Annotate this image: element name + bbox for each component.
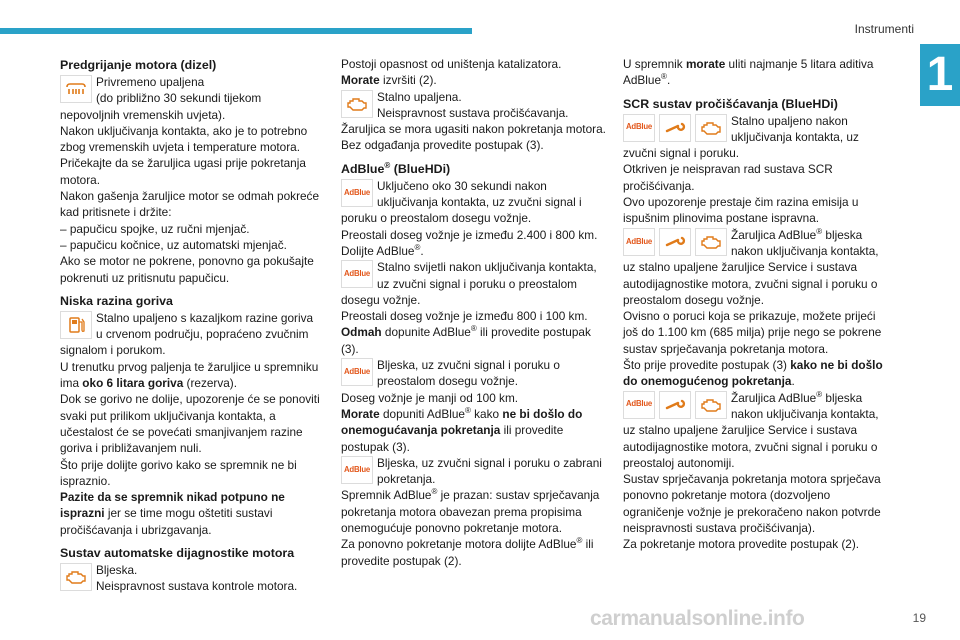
fuel-pump-icon [60,311,92,339]
scr-icon-group-2 [623,228,727,256]
chapter-tab: 1 [920,44,960,106]
adblue-icon: AdBlue [341,260,373,288]
engine-icon [60,563,92,591]
low-fuel-icon-text: Stalno upaljeno s kazaljkom razine goriva u crvenom području, popraćeno zvučnim signalom i porukom. [60,310,314,358]
heading-engine-diagnostics: Sustav automatske dijagnostike motora [60,546,295,561]
adblue-text-k: Spremnik AdBlue® je prazan: sustav sprječavanja pokretanja motora obavezan prema propisima onemogućuje ponovno pokretanje motora. [341,487,600,536]
scr-text-e: Što prije provedite postupak (3) kako ne bi došlo do onemogućenog pokretanja. [623,358,883,389]
refill-text: U spremnik morate uliti najmanje 5 litara aditiva AdBlue®. [623,57,874,88]
preheat-text-a: nepovoljnih vremenskih uvjeta). [60,107,226,122]
adblue-text-2: Stalno svijetli nakon uključivanja kontakta, uz zvučni signal i poruku o preostalom dosegu vožnje. [341,260,597,307]
adblue-text-1: Uključeno oko 30 sekundi nakon uključivanja kontakta, uz zvučni signal i poruku o preostalom dosegu vožnje. [341,178,582,226]
scr-text-c: Ovo upozorenje prestaje čim razina emisija u ispušnim plinovima postane ispravna. [623,195,859,226]
column-2 [341,56,607,569]
adblue-icon: AdBlue [341,179,373,207]
low-fuel-text-d: Pazite da se spremnik nikad potpuno ne isprazni jer se time mogu oštetiti sustavi pročišćavanja i ubrizgavanja. [60,490,285,537]
cat-text-a: Postoji opasnost od uništenja katalizatora. [341,57,562,71]
low-fuel-text-c: Što prije dolijte gorivo kako se spremnik ne bi ispraznio. [60,457,297,488]
adblue-icon: AdBlue [623,228,655,256]
watermark: carmanualsonline.info [590,607,805,630]
preheat-line-2: (do približno 30 sekundi tijekom [96,91,262,106]
engine-icon [341,90,373,118]
emission-text-c: Žaruljica se mora ugasiti nakon pokretanja motora. [341,122,606,137]
adblue-icon: AdBlue [341,456,373,484]
adblue-text-3: Bljeska, uz zvučni signal i poruku o preostalom dosegu vožnje. [377,358,560,389]
scr-text-d: Ovisno o poruci koja se prikazuje, možete prijeći još do 1.100 km (685 milja) prije nego se pokrene sustav sprječavanja pokretanja motora. [623,309,882,356]
heading-adblue: AdBlue® (BlueHDi) [341,160,451,176]
cat-text-b: Morate izvršiti (2). [341,73,437,88]
glow-plug-icon [60,75,92,103]
preheat-line-1: Privremeno upaljena [96,75,205,89]
emission-line-2: Neispravnost sustava pročišćavanja. [377,105,569,120]
adblue-text-4: Bljeska, uz zvučni signal i poruku o zabrani pokretanja. [377,455,602,487]
scr-text-2: Žaruljica AdBlue® bljeska nakon uključivanja kontakta, uz stalno upaljene žaruljice Service i sustava autodijagnostike motora, zvučni signal i poruku o preostalom dosegu vožnje. [623,226,879,307]
emission-line-1: Stalno upaljena. [377,89,462,104]
column-3 [623,56,885,553]
header-accent-bar [0,28,472,34]
scr-text-f: Sustav sprječavanja pokretanja motora sprječava ponovno pokretanje motora (dozvoljeno ograničenje vožnje je prekoračeno nakon potvrde neispravnosti sustava pročišćivanja). [623,472,881,536]
preheat-text-c: Nakon gašenja žaruljice motor se odmah pokreće kad pritisnete i držite: [60,189,320,220]
adblue-text-l: Za ponovno pokretanje motora dolijte AdBlue® ili provedite postupak (2). [341,536,594,568]
wrench-icon [659,391,691,419]
adblue-icon: AdBlue [341,358,373,386]
low-fuel-text-b: Dok se gorivo ne dolije, upozorenje će se ponoviti svaki put prilikom uključivanja kontakta, a učestalost će se povećati smanjivanjem razine goriva i približavanjem nuli. [60,392,320,456]
scr-text-1: Stalno upaljeno nakon uključivanja kontakta, uz zvučni signal i poruku. [623,113,859,161]
scr-icon-group-3 [623,391,727,419]
wrench-icon [659,228,691,256]
preheat-list-2: – papučicu kočnice, uz automatski mjenjač. [60,237,287,252]
low-fuel-text-a: U trenutku prvog paljenja te žaruljice u spremniku ima oko 6 litara goriva (rezerva). [60,359,319,391]
preheat-text-b: Nakon uključivanja kontakta, ako je to potrebno zbog vremenskih uvjeta i temperature motora. Pričekajte da se žaruljica ugasi prije pokretanja motora. [60,123,308,187]
scr-text-3: Žaruljica AdBlue® bljeska nakon uključivanja kontakta, uz stalno upaljene žaruljice Service i sustava autodijagnostike motora, zvučni signal i poruku o preostaloj autonomiji. [623,389,879,470]
adblue-text-i: Doseg vožnje je manji od 100 km. [341,390,519,405]
engine-icon [695,114,727,142]
emission-text-d: Bez odgađanja provedite postupak (3). [341,138,544,153]
adblue-text-h: Odmah dopunite AdBlue® ili provedite postupak (3). [341,324,591,356]
adblue-text-f: Dolijte AdBlue®. [341,243,424,258]
scr-text-b: Otkriven je neispravan rad sustava SCR pročišćivanja. [623,162,833,193]
scr-icon-group-1 [623,114,727,142]
heading-diesel-preheating: Predgrijanje motora (dizel) [60,58,217,72]
heading-low-fuel: Niska razina goriva [60,293,173,308]
scr-text-g: Za pokretanje motora provedite postupak (2). [623,537,860,552]
page-number: 19 [912,611,926,625]
column-1 [60,56,322,595]
engine-icon [695,228,727,256]
engine-icon [695,391,727,419]
preheat-list-1: – papučicu spojke, uz ručni mjenjač. [60,221,250,236]
diag-line-1: Bljeska. [96,563,138,578]
heading-scr-system: SCR sustav pročišćavanja (BlueHDi) [623,96,838,111]
diag-line-2: Neispravnost sustava kontrole motora. [96,579,298,594]
adblue-icon: AdBlue [623,391,655,419]
adblue-text-e: Preostali doseg vožnje je između 2.400 i 800 km. [341,227,598,242]
adblue-icon: AdBlue [623,114,655,142]
adblue-text-j: Morate dopuniti AdBlue® kako ne bi došlo do onemogućavanja pokretanja ili provedite postupak (3). [341,406,583,454]
section-title: Instrumenti [854,22,914,36]
wrench-icon [659,114,691,142]
preheat-text-d: Ako se motor ne pokrene, ponovno ga pokušajte pokrenuti uz pritisnutu papučicu. [60,254,314,285]
adblue-text-g: Preostali doseg vožnje je između 800 i 100 km. [341,309,588,324]
